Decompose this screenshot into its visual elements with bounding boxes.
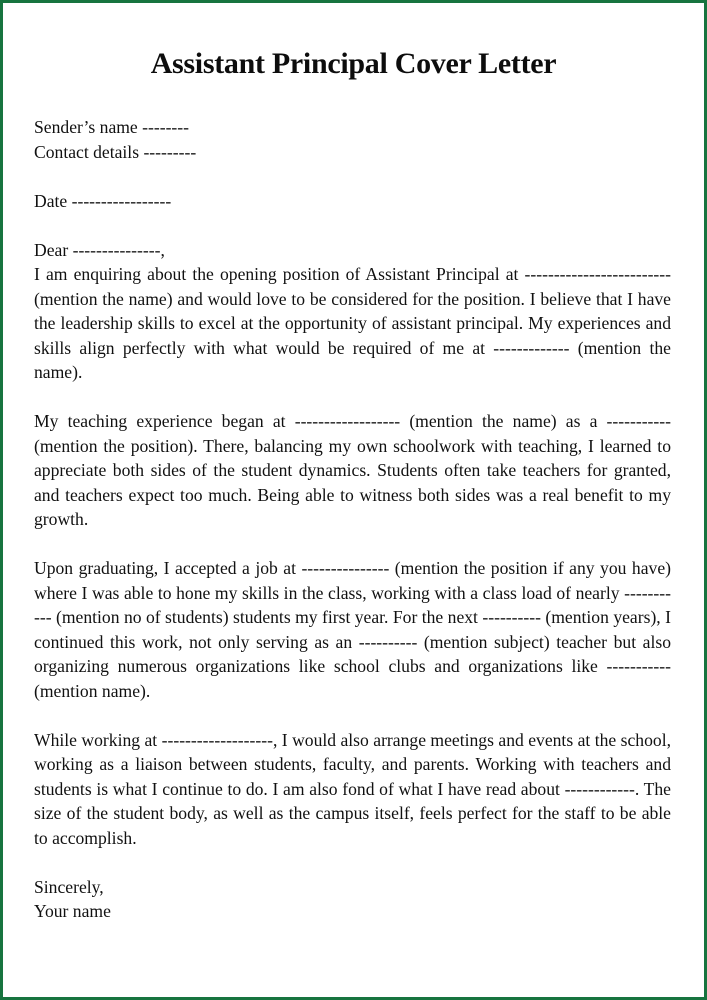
- spacer: [34, 532, 671, 557]
- letter-body: [34, 115, 671, 924]
- spacer: [34, 703, 671, 728]
- contact-details-line: Contact details ---------: [34, 141, 197, 162]
- spacer: [34, 385, 671, 410]
- spacer: [34, 164, 671, 189]
- date-line: Date -----------------: [34, 190, 172, 211]
- page-title: Assistant Principal Cover Letter: [150, 47, 557, 80]
- salutation: Dear ---------------,: [34, 239, 165, 260]
- paragraph-activities: While working at -------------------, I would also arrange meetings and events at the school, working as a liaison between students, faculty, and parents. Working with teachers and students is what I continue to do. I am also fond of what I have read about ------------. The size of the student body, as well as the campus itself, feels perfect for the staff to be able to accomplish.: [34, 729, 671, 848]
- spacer: [34, 850, 671, 875]
- spacer: [34, 213, 671, 238]
- paragraph-teaching-experience: My teaching experience began at ------------------ (mention the name) as a ----------- (mention the position). There, balancing my own schoolwork with teaching, I learned to appreciate both sides of the student dynamics. Students often take teachers for granted, and teachers expect too much. Being able to witness both sides was a real benefit to my growth.: [34, 411, 671, 529]
- paragraph-intro: I am enquiring about the opening position of Assistant Principal at ------------------------- (mention the name) and would love to be considered for the position. I believe that I have the leadership skills to excel at the opportunity of assistant principal. My experiences and skills align perfectly with what would be required of me at ------------- (mention the name).: [34, 264, 671, 382]
- sender-name-line: Sender’s name --------: [34, 117, 190, 137]
- paragraph-career: Upon graduating, I accepted a job at --------------- (mention the position if any you have) where I was able to hone my skills in the class, working with a class load of nearly ----------- (mention no of students) students my first year. For the next ---------- (mention years), I continued this work, not only serving as an ---------- (mention subject) teacher but also organizing numerous organizations like school clubs and organizations like ----------- (mention name).: [34, 558, 671, 701]
- closing: Sincerely,: [34, 876, 104, 897]
- signature: Your name: [34, 901, 111, 921]
